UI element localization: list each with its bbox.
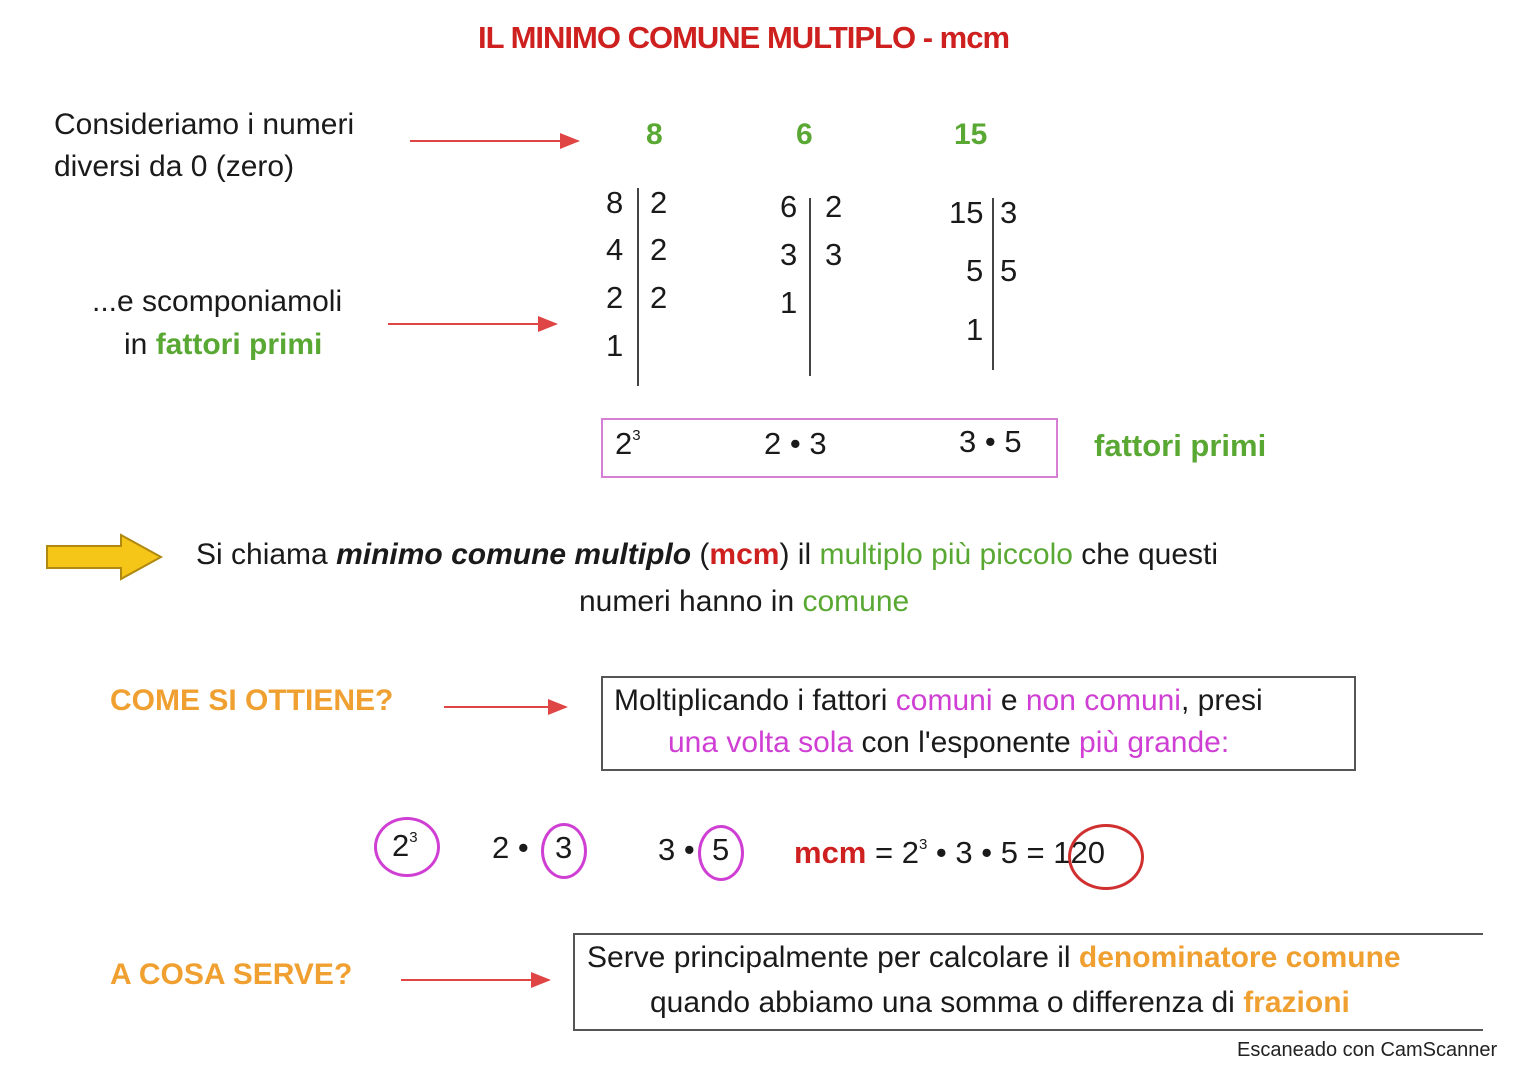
- arrow-icon: [410, 140, 578, 142]
- yellow-arrow-icon: [45, 533, 165, 583]
- number-8: 8: [646, 118, 663, 151]
- decompose-line1: ...e scomponiamoli: [92, 285, 343, 318]
- camscanner-watermark: Escaneado con CamScanner: [1237, 1039, 1498, 1061]
- text: numeri hanno in: [579, 585, 803, 618]
- text: Serve principalmente per calcolare il: [587, 941, 1079, 974]
- highlight-pink: una volta sola: [668, 726, 854, 759]
- divisor: 3: [825, 237, 843, 272]
- text: con l'esponente: [853, 726, 1080, 759]
- example-text: 3 •: [658, 832, 695, 867]
- dividend: 3: [780, 237, 798, 272]
- highlight-green: comune: [802, 585, 910, 618]
- highlight-green: fattori primi: [155, 328, 323, 361]
- division-line: [809, 198, 811, 376]
- exponent: 3: [409, 829, 418, 846]
- arrow-icon: [401, 979, 549, 981]
- use-question: A COSA SERVE?: [110, 958, 353, 991]
- arrow-icon: [444, 706, 566, 708]
- base: 2: [615, 426, 633, 461]
- divisor: 2: [825, 189, 843, 224]
- mcm-equation: [794, 835, 1105, 871]
- arrow-icon: [388, 323, 556, 325]
- highlight-green: multiplo più piccolo: [819, 538, 1073, 571]
- exponent: 3: [632, 427, 641, 444]
- factor-6: 2 • 3: [764, 426, 827, 461]
- use-line1: [587, 941, 1401, 975]
- example-factor: 3: [555, 830, 573, 865]
- text: ) il: [779, 538, 820, 571]
- dividend: 2: [606, 280, 624, 315]
- highlight-pink: comuni: [895, 684, 993, 717]
- result-circle: [1068, 824, 1144, 890]
- text: in: [124, 328, 156, 361]
- dividend: 4: [606, 232, 624, 267]
- divisor: 2: [650, 185, 668, 220]
- highlight-pink: più grande:: [1079, 726, 1230, 759]
- decompose-line2: [124, 328, 322, 362]
- prime-factors-label: fattori primi: [1094, 428, 1267, 463]
- highlight-orange: frazioni: [1243, 986, 1350, 1019]
- base: 2: [392, 828, 410, 863]
- mcm-abbr: mcm: [709, 538, 780, 571]
- example-factor: 5: [712, 832, 730, 867]
- use-line2: [650, 986, 1350, 1020]
- divisor: 2: [650, 280, 668, 315]
- dividend: 6: [780, 189, 798, 224]
- page-edge: [1483, 920, 1528, 1040]
- intro-line2: diversi da 0 (zero): [54, 150, 295, 183]
- highlight-pink: non comuni: [1025, 684, 1181, 717]
- example-factor-8: [392, 828, 418, 864]
- division-line: [992, 198, 994, 370]
- text: e: [992, 684, 1026, 717]
- text: Si chiama: [196, 538, 337, 571]
- how-question: COME SI OTTIENE?: [110, 684, 394, 717]
- divisor: 5: [1000, 253, 1018, 288]
- how-line1: [614, 684, 1263, 718]
- dividend: 8: [606, 185, 624, 220]
- dividend: 1: [966, 312, 984, 347]
- mcm-abbr: mcm: [794, 835, 867, 870]
- dividend: 1: [780, 285, 798, 320]
- mcm-result: 120: [1053, 835, 1106, 870]
- division-line: [637, 188, 639, 386]
- page-title: IL MINIMO COMUNE MULTIPLO - mcm: [478, 20, 1010, 55]
- highlight-orange: denominatore comune: [1078, 941, 1401, 974]
- definition-line1: [196, 538, 1218, 572]
- text: = 2: [866, 835, 919, 870]
- text: (: [691, 538, 710, 571]
- text: quando abbiamo una somma o differenza di: [650, 986, 1244, 1019]
- example-text: 2 •: [492, 830, 529, 865]
- text: Moltiplicando i fattori: [614, 684, 896, 717]
- divisor: 2: [650, 232, 668, 267]
- factor-15: 3 • 5: [959, 424, 1022, 459]
- factor-8: [615, 426, 641, 462]
- exponent: 3: [918, 836, 928, 853]
- number-6: 6: [796, 118, 813, 151]
- definition-line2: [579, 585, 909, 619]
- intro-line1: Consideriamo i numeri: [54, 108, 355, 141]
- text: • 3 • 5 =: [927, 835, 1045, 870]
- term: minimo comune multiplo: [336, 538, 692, 571]
- text: , presi: [1180, 684, 1263, 717]
- divisor: 3: [1000, 195, 1018, 230]
- dividend: 5: [966, 253, 984, 288]
- how-line2: [668, 726, 1229, 760]
- text: che questi: [1072, 538, 1219, 571]
- dividend: 15: [949, 195, 984, 230]
- number-15: 15: [954, 118, 988, 151]
- dividend: 1: [606, 328, 624, 363]
